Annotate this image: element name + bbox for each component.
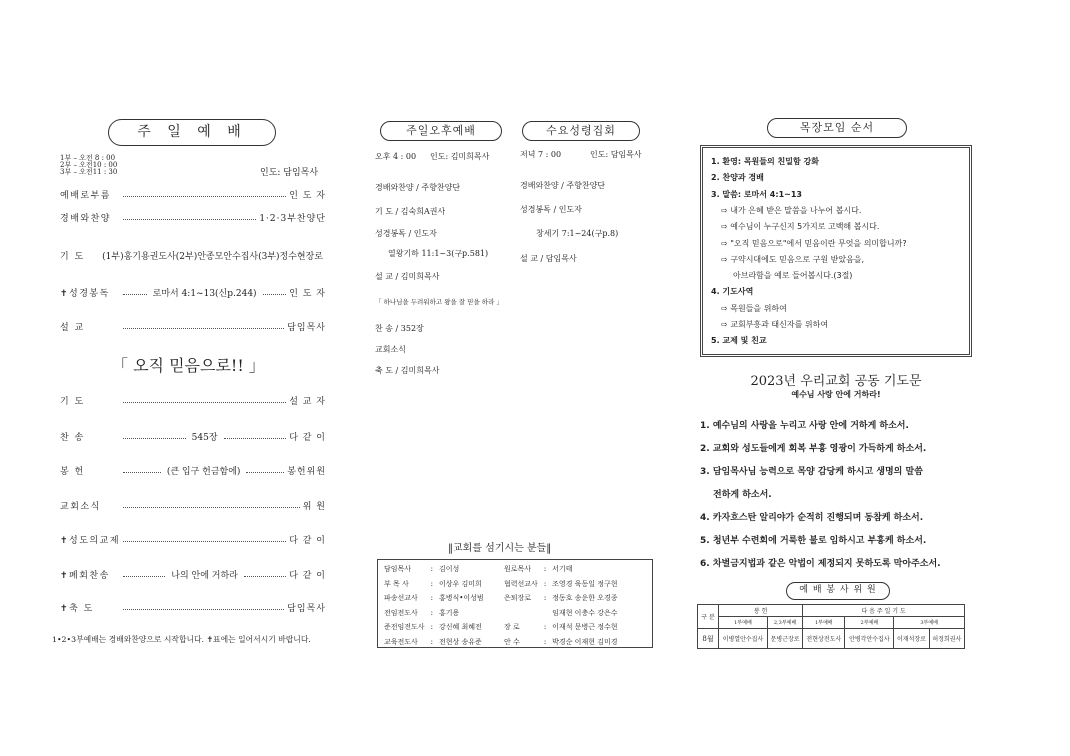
cell-order-line: 3. 말씀: 로마서 4:1~13 <box>711 189 802 199</box>
cell-order-box <box>700 145 972 357</box>
servant-row <box>381 606 487 621</box>
wednesday-time: 저녁 7 : 00 <box>520 150 562 159</box>
servants-right-table <box>501 562 620 649</box>
prayer-line: 전하게 하소서. <box>713 490 772 500</box>
servant-sep <box>541 606 549 621</box>
servant-row <box>501 562 620 577</box>
sunday-order-row <box>60 249 326 262</box>
order-detail: 나의 안에 거하라 <box>171 571 238 581</box>
servant-sep: : <box>543 594 547 603</box>
service-time-3: 3부 – 오전11 : 30 <box>60 168 118 176</box>
service-time-2: 2부 – 오전10 : 00 <box>60 161 118 169</box>
order-person: 위 원 <box>302 502 326 512</box>
servant-row <box>501 635 620 650</box>
vt-head-prayer: 다 음 주 일 기 도 <box>803 605 965 617</box>
afternoon-item: 설 교 / 김미희목사 <box>375 272 440 281</box>
vt-sub-head: 3부예배 <box>894 617 965 629</box>
servant-names: 강신혜 최혜전 <box>438 623 482 632</box>
vt-cell: 문병근장로 <box>767 629 802 649</box>
order-person: 담임목사 <box>287 323 326 333</box>
cell-order-line: 5. 교제 및 친교 <box>711 336 767 346</box>
servant-names: 전현상 송유준 <box>438 637 482 646</box>
sunday-order-row <box>60 320 326 333</box>
servant-role: 부 목 사 <box>384 579 409 588</box>
order-person: 인 도 자 <box>289 289 326 299</box>
order-detail: (1부)홍기용권도사(2부)안종모안수집사(3부)정수현장로 <box>102 252 323 262</box>
prayer-subtitle: 예수님 사랑 안에 거하라! <box>791 390 881 399</box>
volunteers-title: 예 배 봉 사 위 원 <box>786 582 890 600</box>
vt-head-category: 구 분 <box>698 605 719 629</box>
vt-cell: 전현상전도사 <box>803 629 845 649</box>
servant-names: 홍기용 <box>438 608 460 617</box>
cell-order-line: 2. 찬양과 경배 <box>711 173 764 183</box>
order-person: 담임목사 <box>287 604 326 614</box>
prayer-title: 2023년 우리교회 공동 기도문 <box>750 374 922 389</box>
servant-row <box>381 635 487 650</box>
sunday-order-row <box>60 394 326 407</box>
prayer-line: 4. 카자흐스탄 알리야가 순적히 진행되며 동참케 하소서. <box>700 513 924 523</box>
volunteers-table <box>697 604 965 649</box>
cell-order-line: 4. 기도사역 <box>711 287 754 297</box>
order-label: 찬 송 <box>60 433 85 443</box>
servant-names: 이재석 문병근 정수현 <box>552 623 618 632</box>
servant-sep: : <box>430 608 433 617</box>
wednesday-leader: 인도: 담임목사 <box>590 150 642 159</box>
servant-sep: : <box>543 565 547 574</box>
servant-role <box>501 606 541 621</box>
order-label: ✝성도의교제 <box>60 536 121 546</box>
sunday-order-row <box>60 430 326 443</box>
wednesday-item: 창세기 7:1~24(구p.8) <box>536 229 619 238</box>
servant-role: 담임목사 <box>384 565 412 574</box>
servant-sep: : <box>543 637 547 646</box>
servant-sep: : <box>543 579 547 588</box>
sunday-order-row <box>60 188 326 201</box>
prayer-line: 6. 차별금지법과 같은 악법이 제정되지 못하도록 막아주소서. <box>700 559 941 569</box>
servant-row <box>381 577 487 592</box>
cell-title: 목장모임 순서 <box>767 118 907 138</box>
order-detail: (큰 입구 헌금함에) <box>166 467 241 477</box>
wednesday-title: 수요성령집회 <box>522 121 640 141</box>
sermon-title: 「 오직 믿음으로!! 」 <box>112 356 265 375</box>
vt-cell: 이재석장로 <box>894 629 929 649</box>
servant-role: 준전임전도사 <box>384 623 425 632</box>
vt-sub-head: 1부예배 <box>803 617 845 629</box>
order-detail: 로마서 4:1~13(신p.244) <box>152 289 257 299</box>
order-person: 다 같 이 <box>289 536 326 546</box>
order-label: ✝성경봉독 <box>60 289 110 299</box>
prayer-line: 1. 예수님의 사랑을 누리고 사랑 안에 거하게 하소서. <box>700 421 909 431</box>
sunday-leader: 인도: 담임목사 <box>260 168 319 178</box>
cell-order-line: 아브라함을 예로 들어봅시다.(3절) <box>733 271 853 281</box>
vt-sub-head: 2부예배 <box>845 617 894 629</box>
order-label: ✝폐회찬송 <box>60 571 110 581</box>
servant-row <box>381 620 487 635</box>
cell-order-line: ⇨ 구약시대에도 믿음으로 구원 받았음을, <box>721 254 865 264</box>
servant-row <box>381 562 487 577</box>
afternoon-item: 「 하나님을 두려워하고 왕을 잘 믿을 하라 」 <box>375 298 503 306</box>
order-label: 기 도 <box>60 252 85 262</box>
cell-order-line: ⇨ "오직 믿음으로"에서 믿음이란 무엇을 의미합니까? <box>721 238 907 248</box>
order-person: 봉헌위원 <box>287 467 327 477</box>
sunday-order-row <box>60 211 326 224</box>
afternoon-title: 주일오후예배 <box>380 121 502 141</box>
servant-role: 안 수 <box>504 637 520 646</box>
servant-names: 조영경 육동일 정구현 <box>552 579 618 588</box>
servant-row <box>381 591 487 606</box>
servant-row <box>501 591 620 606</box>
sunday-order-row <box>60 286 326 299</box>
vt-head-offering: 봉 헌 <box>719 605 803 617</box>
servant-row <box>501 577 620 592</box>
sunday-order-row <box>60 568 326 581</box>
afternoon-time: 오후 4 : 00 <box>375 152 417 161</box>
wednesday-item: 경배와찬양 / 주향찬양단 <box>520 181 606 190</box>
vt-cell: 안병각안수집사 <box>845 629 894 649</box>
servant-names: 홍병식•이성범 <box>438 594 484 603</box>
order-label: 봉 헌 <box>60 467 85 477</box>
order-person: 다 같 이 <box>289 433 326 443</box>
servant-row <box>501 620 620 635</box>
wednesday-item: 설 교 / 담임목사 <box>520 254 577 263</box>
servant-role: 전임전도사 <box>384 608 418 617</box>
vt-sub-head: 1부예배 <box>719 617 768 629</box>
order-detail: 545장 <box>191 433 218 443</box>
servants-left-table <box>381 562 487 649</box>
servant-role: 협력선교사 <box>504 579 538 588</box>
servant-sep: : <box>430 565 433 574</box>
sunday-title: 주 일 예 배 <box>108 119 276 146</box>
sunday-footnote: 1•2•3부예배는 경배와찬양으로 시작합니다. ✝표에는 일어서시기 바랍니다. <box>52 635 311 644</box>
servant-role: 은퇴장로 <box>504 594 532 603</box>
cell-order-line: ⇨ 내가 은혜 받은 말씀을 나누어 봅시다. <box>721 205 862 215</box>
prayer-line: 2. 교회와 성도들에게 회복 부흥 영광이 가득하게 하소서. <box>700 444 927 454</box>
afternoon-item: 교회소식 <box>375 345 406 354</box>
afternoon-item: 축 도 / 김미희목사 <box>375 366 440 375</box>
servant-sep: : <box>430 623 433 632</box>
afternoon-item: 기 도 / 김숙희A권사 <box>375 207 446 216</box>
servant-names: 박경순 이재현 김미경 <box>552 637 618 646</box>
sunday-order-row <box>60 533 326 546</box>
order-label: 설 교 <box>60 323 85 333</box>
sunday-order-row <box>60 464 326 477</box>
servant-role: 원로목사 <box>504 565 532 574</box>
order-label: 경배와찬양 <box>60 214 111 224</box>
servant-sep: : <box>430 637 433 646</box>
afternoon-leader: 인도: 김미희목사 <box>430 152 490 161</box>
afternoon-item: 경배와찬양 / 주향찬양단 <box>375 183 461 192</box>
servant-sep: : <box>543 623 547 632</box>
order-label: 예배로부름 <box>60 191 111 201</box>
prayer-line: 3. 담임목사님 능력으로 목양 감당케 하시고 생명의 말씀 <box>700 467 923 477</box>
servant-role: 파송선교사 <box>384 594 418 603</box>
afternoon-item: 찬 송 / 352장 <box>375 324 424 333</box>
servant-names: 이상우 김미희 <box>438 579 482 588</box>
vt-sub-head: 2,3부예배 <box>767 617 802 629</box>
order-person: 다 같 이 <box>289 571 326 581</box>
servant-sep: : <box>430 579 433 588</box>
order-label: 교회소식 <box>60 502 101 512</box>
servant-role: 장 로 <box>504 623 520 632</box>
cell-order-line: ⇨ 목원들을 위하여 <box>721 303 787 313</box>
servant-names: 정동호 송운한 오경종 <box>552 594 618 603</box>
sunday-order-row <box>60 499 326 512</box>
vt-cell: 이병열안수집사 <box>719 629 768 649</box>
afternoon-item: 열왕기하 11:1~3(구p.581) <box>388 249 489 258</box>
servants-box <box>377 559 653 648</box>
cell-order-line: 1. 환영: 목원들의 친밀함 강화 <box>711 157 819 166</box>
order-person: 1·2·3부찬양단 <box>259 214 326 224</box>
service-time-1: 1부 – 오전 8 : 00 <box>60 154 116 162</box>
cell-order-line: ⇨ 예수님이 누구신지 5가지로 고백해 봅시다. <box>721 222 880 232</box>
servant-names: 김이성 <box>438 565 460 574</box>
order-person: 인 도 자 <box>289 191 326 201</box>
order-label: 기 도 <box>60 397 85 407</box>
vt-month: 8월 <box>698 629 719 649</box>
afternoon-item: 성경봉독 / 인도자 <box>375 229 437 238</box>
servants-title: ‖교회를 섬기시는 분들‖ <box>448 543 552 554</box>
sunday-order-row <box>60 601 326 614</box>
order-label: ✝축 도 <box>60 604 94 614</box>
servant-sep: : <box>430 594 433 603</box>
cell-order-line: ⇨ 교회부흥과 태신자를 위하여 <box>721 320 829 329</box>
servant-names: 서기태 <box>552 565 573 574</box>
order-person: 설 교 자 <box>289 397 326 407</box>
vt-cell: 허정희권사 <box>929 629 964 649</box>
wednesday-item: 성경봉독 / 인도자 <box>520 205 582 214</box>
servant-row <box>501 606 620 621</box>
servant-role: 교육전도사 <box>384 637 418 646</box>
servant-names: 임재현 이충수 강은수 <box>552 608 618 617</box>
prayer-line: 5. 청년부 수련회에 거룩한 불로 임하시고 부흥케 하소서. <box>700 536 927 546</box>
